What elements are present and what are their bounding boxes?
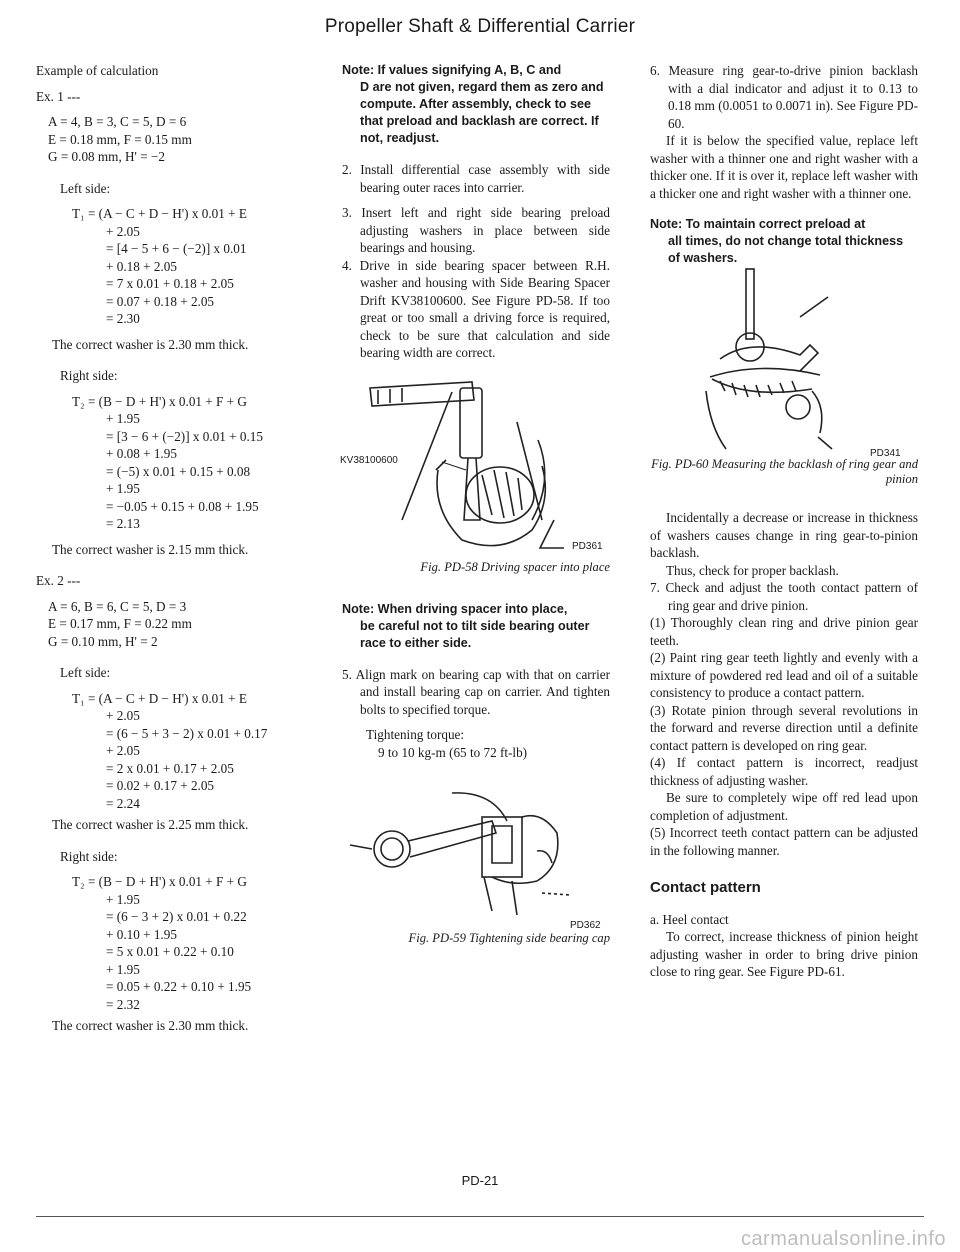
incidental-text: Incidentally a decrease or increase in thickness of washers causes change in ring gear-to-pinion backlash. — [650, 510, 918, 560]
dial-indicator-illustration — [650, 267, 918, 457]
ex1-values: G = 0.08 mm, H' = −2 — [48, 149, 166, 164]
equation-line: = 2.13 — [106, 516, 140, 531]
substep-1: (1) Thoroughly clean ring and drive pinion gear teeth. — [650, 615, 918, 648]
equation-line: = 7 x 0.01 + 0.18 + 2.05 — [106, 276, 234, 291]
equation-line: T₁ = (A − C + D − H') x 0.01 + E — [72, 690, 247, 706]
ex1-values: E = 0.18 mm, F = 0.15 mm — [48, 131, 192, 147]
equation-line: = (6 − 3 + 2) x 0.01 + 0.22 — [106, 909, 247, 924]
ex1-right-label: Right side: — [60, 368, 118, 383]
equation-line: = −0.05 + 0.15 + 0.08 + 1.95 — [106, 498, 259, 514]
equation-line: + 2.05 — [106, 708, 140, 723]
figure-caption: Fig. PD-58 Driving spacer into place — [420, 559, 610, 574]
column-installation — [342, 62, 610, 946]
note-line: D are not given, regard them as zero and compute. After assembly, check to see that preload and backlash are correct. If not, readjust. — [360, 80, 604, 145]
ex2-right-equation — [36, 873, 306, 1013]
equation-line: T₂ = (B − D + H') x 0.01 + F + G — [72, 393, 247, 409]
ex2-right-label: Right side: — [60, 848, 118, 864]
equation-line: + 2.05 — [106, 223, 140, 239]
equation-line: = 2.24 — [106, 795, 140, 811]
substep-3: (3) Rotate pinion through several revolutions in the forward and reverse direction until a definite contact pattern is developed on ring gear. — [650, 702, 918, 753]
equation-line: = 2 x 0.01 + 0.17 + 2.05 — [106, 760, 234, 776]
watermark: carmanualsonline.info — [740, 1227, 946, 1250]
ex2-values: A = 6, B = 6, C = 5, D = 3 — [48, 598, 187, 614]
equation-line: + 1.95 — [106, 481, 140, 496]
note-line: Note: If values signifying A, B, C and — [342, 63, 562, 77]
substep-5: (5) Incorrect teeth contact pattern can be adjusted in the following manner. — [650, 825, 918, 858]
step-7: 7. Check and adjust the tooth contact pattern of ring gear and drive pinion. — [650, 580, 918, 613]
equation-line: = 0.05 + 0.22 + 0.10 + 1.95 — [106, 979, 252, 994]
step-5: 5. Align mark on bearing cap with that on carrier and install bearing cap on carrier. And tighten bolts to specified torque. — [342, 666, 610, 717]
equation-line: = 0.07 + 0.18 + 2.05 — [106, 293, 215, 309]
figure-pd59 — [342, 771, 610, 931]
equation-line: = [3 − 6 + (−2)] x 0.01 + 0.15 — [106, 428, 263, 444]
ex1-right-result: The correct washer is 2.15 mm thick. — [52, 541, 249, 557]
figure-code: PD341 — [870, 448, 901, 459]
ex2-left-label: Left side: — [60, 665, 111, 680]
step-4: 4. Drive in side bearing spacer between R.H. washer and housing with Side Bearing Spacer Drift KV38100600. See Figure PD-58. If too great or too small a driving force is required, check to be sure that calculation and side bearing width are correct. — [342, 257, 610, 360]
ex2-left-result: The correct washer is 2.25 mm thick. — [52, 817, 249, 832]
column-adjustment — [650, 62, 918, 981]
equation-line: + 1.95 — [106, 411, 140, 426]
equation-line: = (6 − 5 + 3 − 2) x 0.01 + 0.17 — [106, 725, 268, 741]
equation-line: + 0.10 + 1.95 — [106, 926, 177, 942]
equation-line: = (−5) x 0.01 + 0.15 + 0.08 — [106, 463, 251, 479]
tool-number: KV38100600 — [340, 454, 398, 466]
substep-4-detail: Be sure to completely wipe off red lead upon completion of adjustment. — [650, 790, 918, 823]
heel-contact-text: To correct, increase thickness of pinion height adjusting washer in order to bring drive pinion close to ring gear. See Figure PD-61. — [650, 929, 918, 979]
step-2: 2. Install differential case assembly with side bearing outer races into carrier. — [342, 162, 610, 195]
ex1-left-equation — [36, 205, 306, 328]
step-3: 3. Insert left and right side bearing preload adjusting washers in place between side bearings and housing. — [342, 205, 610, 255]
contact-pattern-heading: Contact pattern — [650, 879, 761, 896]
ex2-values: E = 0.17 mm, F = 0.22 mm — [48, 616, 192, 631]
figure-code: PD361 — [572, 540, 603, 552]
torque-label: Tightening torque: — [366, 727, 465, 742]
substep-4: (4) If contact pattern is incorrect, readjust thickness of adjusting washer. — [650, 755, 918, 788]
page-number: PD-21 — [461, 1173, 499, 1188]
note-line: Note: When driving spacer into place, — [342, 601, 568, 616]
figure-pd58 — [342, 370, 610, 560]
equation-line: T₂ = (B − D + H') x 0.01 + F + G — [72, 874, 247, 889]
heel-contact-label: a. Heel contact — [650, 911, 729, 927]
ex1-right-equation — [36, 393, 306, 533]
equation-line: = [4 − 5 + 6 − (−2)] x 0.01 — [106, 241, 247, 256]
torque-value: 9 to 10 kg-m (65 to 72 ft-lb) — [378, 744, 528, 760]
equation-line: = 2.32 — [106, 996, 140, 1012]
equation-line: T₁ = (A − C + D − H') x 0.01 + E — [72, 206, 247, 221]
equation-line: + 0.18 + 2.05 — [106, 258, 177, 274]
figure-pd60 — [650, 267, 918, 457]
step-6: 6. Measure ring gear-to-drive pinion backlash with a dial indicator and adjust it to 0.13 to 0.18 mm (0.0051 to 0.0071 in). See Figure PD-60. — [650, 63, 918, 131]
ex1-left-label: Left side: — [60, 180, 111, 196]
equation-line: = 5 x 0.01 + 0.22 + 0.10 — [106, 944, 234, 959]
figure-caption: Fig. PD-60 Measuring the backlash of ring gear and pinion — [651, 457, 918, 486]
note-zero-values — [342, 62, 610, 147]
ex2-values: G = 0.10 mm, H' = 2 — [48, 633, 158, 649]
equation-line: + 1.95 — [106, 891, 140, 907]
note-line: all times, do not change total thickness of washers. — [668, 234, 904, 265]
equation-line: + 1.95 — [106, 961, 140, 977]
equation-line: + 2.05 — [106, 743, 140, 758]
figure-caption: Fig. PD-59 Tightening side bearing cap — [408, 931, 610, 945]
equation-line: = 0.02 + 0.17 + 2.05 — [106, 778, 215, 793]
figure-code: PD362 — [570, 920, 601, 931]
note-spacer-tilt — [342, 601, 610, 652]
torque-wrench-illustration — [342, 771, 610, 931]
ex2-label: Ex. 2 --- — [36, 573, 81, 588]
ex1-left-result: The correct washer is 2.30 mm thick. — [52, 336, 249, 352]
footer-rule — [36, 1216, 924, 1217]
calc-heading: Example of calculation — [36, 63, 159, 78]
note-line: be careful not to tilt side bearing outer race to either side. — [360, 618, 590, 650]
step-6-detail: If it is below the specified value, replace left washer with a thinner one and right washer with a thicker one. If it is over it, replace left washer with a thicker one and right washer with a thinner one. — [650, 133, 918, 201]
note-washer-thickness — [650, 216, 918, 267]
ex1-label: Ex. 1 --- — [36, 88, 81, 104]
column-calculation — [36, 62, 306, 1035]
check-backlash: Thus, check for proper backlash. — [666, 562, 839, 578]
ex2-left-equation — [36, 690, 306, 813]
substep-2: (2) Paint ring gear teeth lightly and evenly with a mixture of powdered red lead and oil of a suitable consistency to produce a contact pattern. — [650, 650, 918, 700]
page-title: Propeller Shaft & Differential Carrier — [324, 16, 636, 37]
equation-line: = 2.30 — [106, 311, 140, 326]
equation-line: + 0.08 + 1.95 — [106, 446, 177, 461]
ex2-right-result: The correct washer is 2.30 mm thick. — [52, 1018, 249, 1033]
note-line: Note: To maintain correct preload at — [650, 217, 866, 231]
ex1-values: A = 4, B = 3, C = 5, D = 6 — [48, 114, 187, 129]
